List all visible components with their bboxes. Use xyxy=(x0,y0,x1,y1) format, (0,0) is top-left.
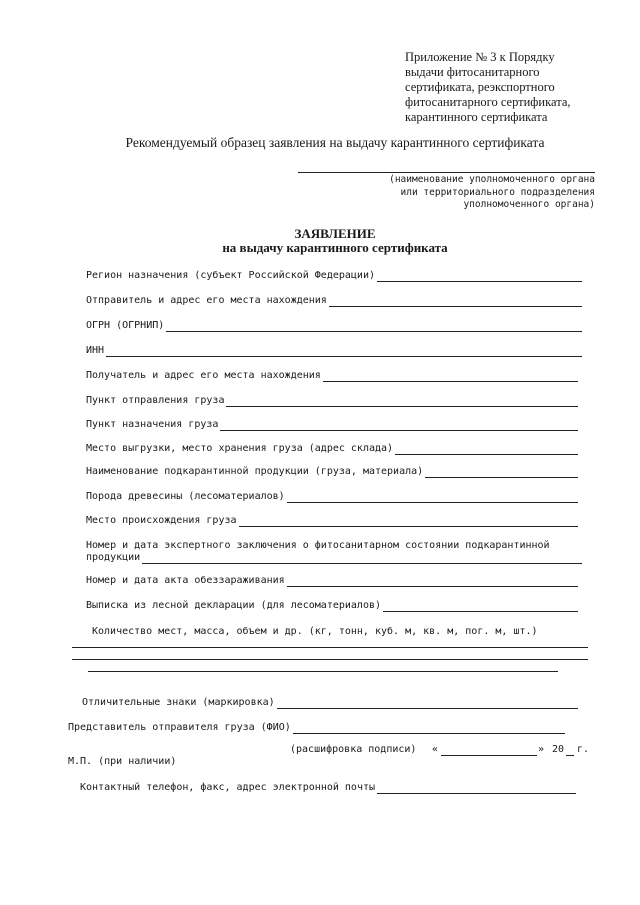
expert-conclusion-field xyxy=(86,540,582,564)
sender-field xyxy=(86,295,582,307)
date-input-line[interactable] xyxy=(441,755,537,756)
disinfection-act-label: Номер и дата акта обеззараживания xyxy=(86,575,285,586)
wood-species-input-line[interactable] xyxy=(287,492,578,503)
disinfection-act-field xyxy=(86,575,578,587)
unloading-place-label: Место выгрузки, место хранения груза (адрес склада) xyxy=(86,443,394,454)
document-subtitle: на выдачу карантинного сертификата xyxy=(222,240,448,255)
product-name-input-line[interactable] xyxy=(425,467,578,478)
sender-representative-label: Представитель отправителя груза (ФИО) xyxy=(68,722,291,733)
document-title: ЗАЯВЛЕНИЕ xyxy=(294,226,376,241)
forest-declaration-label: Выписка из лесной декларации (для лесоматериалов) xyxy=(86,600,382,611)
quantity-input-line-1[interactable] xyxy=(72,647,588,648)
signature-decoding-caption: (расшифровка подписи) xyxy=(290,744,417,755)
destination-point-field xyxy=(86,419,578,431)
inn-label: ИНН xyxy=(86,345,105,356)
appendix-note xyxy=(405,50,615,125)
contacts-input-line[interactable] xyxy=(377,783,576,794)
stamp-label: М.П. (при наличии) xyxy=(68,756,177,767)
marking-label: Отличительные знаки (маркировка) xyxy=(82,697,275,708)
forest-declaration-field xyxy=(86,600,578,612)
dispatch-point-input-line[interactable] xyxy=(226,396,578,407)
origin-place-input-line[interactable] xyxy=(239,516,578,527)
year-prefix: 20 xyxy=(552,744,565,755)
year-suffix: г. xyxy=(577,744,590,755)
product-name-field xyxy=(86,466,578,478)
recipient-input-line[interactable] xyxy=(323,371,578,382)
authority-caption xyxy=(340,174,595,212)
marking-input-line[interactable] xyxy=(277,698,578,709)
region-input-line[interactable] xyxy=(377,271,582,282)
region-field xyxy=(86,270,582,282)
wood-species-field xyxy=(86,491,578,503)
marking-field xyxy=(82,697,578,709)
destination-point-input-line[interactable] xyxy=(220,420,578,431)
forest-declaration-input-line[interactable] xyxy=(383,601,578,612)
expert-conclusion-input-line[interactable] xyxy=(142,553,582,564)
appendix-line: Приложение № 3 к Порядку xyxy=(405,50,555,64)
quantity-input-line-3[interactable] xyxy=(88,671,558,672)
sender-representative-input-line[interactable] xyxy=(293,723,565,734)
quantity-input-line-2[interactable] xyxy=(72,659,588,660)
ogrn-input-line[interactable] xyxy=(166,321,582,332)
authority-caption-line: или территориального подразделения xyxy=(400,186,595,198)
origin-place-label: Место происхождения груза xyxy=(86,515,237,526)
appendix-line: сертификата, реэкспортного xyxy=(405,80,555,94)
inn-field xyxy=(86,345,582,357)
appendix-line: карантинного сертификата xyxy=(405,110,548,124)
date-open-quote: « xyxy=(432,744,439,755)
recommended-sample-title: Рекомендуемый образец заявления на выдачу карантинного сертификата xyxy=(125,135,545,150)
origin-place-field xyxy=(86,515,578,527)
expert-conclusion-label: Номер и дата экспертного заключения о фитосанитарном состоянии подкарантинной xyxy=(86,540,550,551)
contacts-field xyxy=(80,782,576,794)
inn-input-line[interactable] xyxy=(106,346,582,357)
unloading-place-field xyxy=(86,443,578,455)
appendix-line: фитосанитарного сертификата, xyxy=(405,95,571,109)
authority-caption-line: уполномоченного органа) xyxy=(463,199,595,210)
expert-conclusion-row xyxy=(86,552,582,564)
ogrn-field xyxy=(86,320,582,332)
region-label: Регион назначения (субъект Российской Федерации) xyxy=(86,270,375,281)
appendix-line: выдачи фитосанитарного xyxy=(405,65,540,79)
authority-name-line[interactable] xyxy=(298,172,595,173)
sender-representative-field xyxy=(68,722,565,734)
recipient-field xyxy=(86,370,578,382)
sender-input-line[interactable] xyxy=(329,296,582,307)
quantity-label: Количество мест, масса, объем и др. (кг, тонн, куб. м, кв. м, пог. м, шт.) xyxy=(92,626,538,637)
sender-label: Отправитель и адрес его места нахождения xyxy=(86,295,327,306)
date-close-quote: » xyxy=(538,744,545,755)
unloading-place-input-line[interactable] xyxy=(395,444,578,455)
dispatch-point-field xyxy=(86,395,578,407)
destination-point-label: Пункт назначения груза xyxy=(86,419,219,430)
ogrn-label: ОГРН (ОГРНИП) xyxy=(86,320,165,331)
expert-conclusion-label-cont: продукции xyxy=(86,552,141,563)
year-input-line[interactable] xyxy=(566,755,574,756)
dispatch-point-label: Пункт отправления груза xyxy=(86,395,225,406)
authority-caption-line: (наименование уполномоченного органа xyxy=(389,174,595,185)
product-name-label: Наименование подкарантинной продукции (груза, материала) xyxy=(86,466,424,477)
contacts-label: Контактный телефон, факс, адрес электронной почты xyxy=(80,782,376,793)
wood-species-label: Порода древесины (лесоматериалов) xyxy=(86,491,285,502)
disinfection-act-input-line[interactable] xyxy=(287,576,578,587)
recipient-label: Получатель и адрес его места нахождения xyxy=(86,370,321,381)
